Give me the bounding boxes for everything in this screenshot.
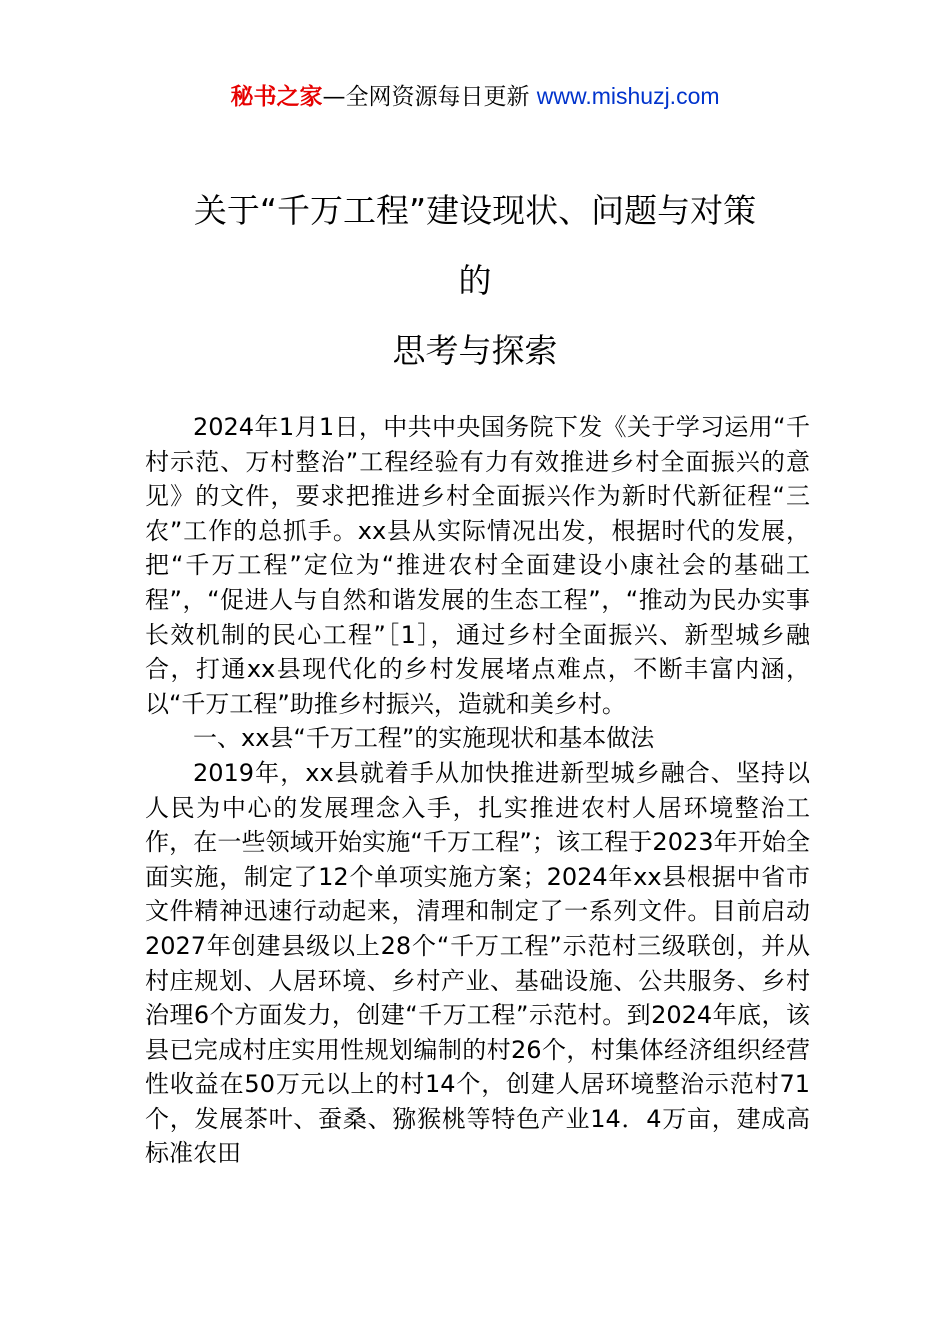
section-heading: 一、xx县“千万工程”的实施现状和基本做法 bbox=[193, 724, 655, 753]
brand-name: 秘书之家 bbox=[230, 84, 323, 110]
document-body bbox=[145, 410, 810, 1171]
site-banner bbox=[0, 80, 950, 113]
title-line-3: 思考与探索 bbox=[392, 331, 558, 370]
title-line-1: 关于“千万工程”建设现状、问题与对策 bbox=[193, 191, 757, 230]
site-url-link[interactable]: www.mishuzj.com bbox=[536, 83, 720, 109]
title-line-2: 的 bbox=[458, 261, 492, 300]
body-paragraph: 2019年，xx县就着手从加快推进新型城乡融合、坚持以人民为中心的发展理念入手，扎实推进农村人居环境整治工作，在一些领域开始实施“千万工程”；该工程于2023年开始全面实施，制定了12个单项实施方案；2024年xx县根据中省市文件精神迅速行动起来，清理和制定了一系列文件。目前启动2027年创建县级以上28个“千万工程”示范村三级联创，并从村庄规划、人居环境、乡村产业、基础设施、公共服务、乡村治理6个方面发力，创建“千万工程”示范村。到2024年底，该县已完成村庄实用性规划编制的村26个，村集体经济组织经营性收益在50万元以上的村14个，创建人居环境整治示范村71个，发展茶叶、蚕桑、猕猴桃等特色产业14．4万亩，建成高标准农田 bbox=[145, 758, 810, 1168]
document-title bbox=[0, 176, 950, 386]
banner-tagline: —全网资源每日更新 bbox=[322, 84, 537, 110]
intro-paragraph: 2024年1月1日，中共中央国务院下发《关于学习运用“千村示范、万村整治”工程经验有力有效推进乡村全面振兴的意见》的文件，要求把推进乡村全面振兴作为新时代新征程“三农”工作的总抓手。xx县从实际情况出发，根据时代的发展，把“千万工程”定位为“推进农村全面建设小康社会的基础工程”，“促进人与自然和谐发展的生态工程”，“推动为民办实事长效机制的民心工程”［1］，通过乡村全面振兴、新型城乡融合，打通xx县现代化的乡村发展堵点难点，不断丰富内涵，以“千万工程”助推乡村振兴，造就和美乡村。 bbox=[145, 413, 810, 718]
